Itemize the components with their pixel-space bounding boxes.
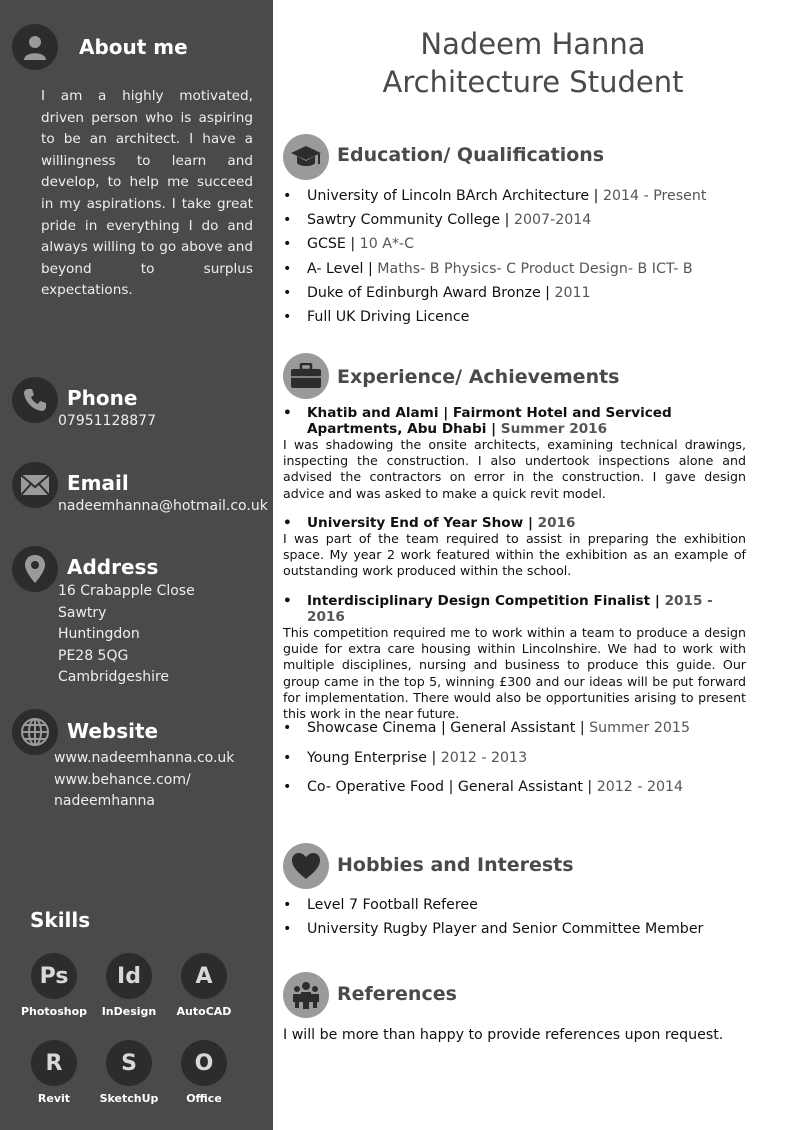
revit-icon: R bbox=[31, 1040, 77, 1086]
skill-autocad bbox=[169, 953, 239, 1018]
list-item bbox=[283, 283, 753, 307]
item-sub: 2007-2014 bbox=[509, 212, 592, 229]
skill-label: AutoCAD bbox=[176, 1005, 232, 1018]
globe-icon bbox=[12, 709, 58, 755]
list-item bbox=[283, 210, 753, 234]
item-main: Full UK Driving Licence bbox=[307, 308, 470, 325]
item-sub: 2012 - 2013 bbox=[436, 749, 528, 766]
entry-description: I was shadowing the onsite architects, examining technical drawings, inspecting the construction. I also undertook inspections alone and advised the contractors on error in the construction. I gave design advice and was asked to make a quick revit model. bbox=[283, 437, 746, 501]
skill-label: Photoshop bbox=[20, 1005, 88, 1018]
phone-number[interactable]: 07951128877 bbox=[58, 413, 156, 429]
list-item bbox=[283, 186, 753, 210]
skill-label: InDesign bbox=[101, 1005, 157, 1018]
email-address[interactable]: nadeemhanna@hotmail.co.uk bbox=[58, 498, 268, 514]
website-heading: Website bbox=[67, 719, 159, 743]
website-link[interactable]: nadeemhanna bbox=[54, 793, 155, 809]
skill-label: SketchUp bbox=[99, 1092, 159, 1105]
list-item bbox=[283, 234, 753, 258]
item-main: Duke of Edinburgh Award Bronze | bbox=[307, 284, 550, 301]
list-item: • Level 7 Football Referee bbox=[283, 895, 753, 919]
hobbies-heading: Hobbies and Interests bbox=[337, 854, 574, 876]
photoshop-icon: Ps bbox=[31, 953, 77, 999]
skills-heading: Skills bbox=[30, 908, 91, 932]
skill-office bbox=[169, 1040, 239, 1105]
people-group-icon bbox=[283, 972, 329, 1018]
skill-photoshop bbox=[19, 953, 89, 1018]
experience-heading: Experience/ Achievements bbox=[337, 366, 620, 388]
entry-date: 2015 - 2016 bbox=[307, 593, 713, 625]
sketchup-icon: S bbox=[106, 1040, 152, 1086]
heart-icon bbox=[283, 843, 329, 889]
item-sub: 2014 - Present bbox=[598, 188, 707, 204]
entry-description: This competition required me to work within a team to produce a design guide for extra care housing within Lincolnshire. We had to work with multiple disciplines, nursing and business to produce this guide. Our group came in the top 5, winning £300 and our ideas will be put forward for implementation. There would also be opportunities arising to present this work in the near future. bbox=[283, 625, 746, 722]
graduation-cap-icon bbox=[283, 134, 329, 180]
list-item bbox=[283, 259, 753, 283]
skill-indesign bbox=[94, 953, 164, 1018]
location-pin-icon bbox=[12, 546, 58, 592]
office-icon: O bbox=[181, 1040, 227, 1086]
envelope-icon bbox=[12, 462, 58, 508]
address-line: Sawtry bbox=[58, 604, 107, 621]
item-sub: Maths- B Physics- C Product Design- B ICT- B bbox=[372, 260, 693, 277]
address-line: PE28 5QG bbox=[58, 647, 129, 664]
item-sub: 2012 - 2014 bbox=[592, 779, 684, 795]
item-sub: 10 A*-C bbox=[355, 236, 415, 253]
autocad-icon: A bbox=[181, 953, 227, 999]
experience-entry bbox=[283, 515, 746, 580]
list-item: • University Rugby Player and Senior Committee Member bbox=[283, 919, 753, 943]
entry-date: Summer 2016 bbox=[496, 421, 608, 437]
skill-label: Office bbox=[186, 1092, 222, 1105]
entry-title: Interdisciplinary Design Competition Finalist | bbox=[307, 593, 660, 609]
website-link[interactable]: www.nadeemhanna.co.uk bbox=[54, 750, 235, 766]
phone-icon bbox=[12, 377, 58, 423]
item-main: GCSE | bbox=[307, 236, 356, 253]
address-line: Cambridgeshire bbox=[58, 669, 170, 685]
address-line: 16 Crabapple Close bbox=[58, 583, 195, 599]
skill-label: Revit bbox=[37, 1092, 71, 1105]
person-icon bbox=[12, 24, 58, 70]
briefcase-icon bbox=[283, 353, 329, 399]
entry-description: I was part of the team required to assist in preparing the exhibition space. My year 2 work featured within the exhibition as an example of outstanding work produced within the school. bbox=[283, 531, 746, 579]
entry-heading bbox=[283, 593, 746, 625]
candidate-title: Architecture Student bbox=[382, 65, 684, 99]
experience-entry bbox=[283, 405, 746, 502]
item-main: Showcase Cinema | General Assistant | bbox=[307, 720, 585, 736]
list-item bbox=[283, 307, 753, 331]
experience-entry bbox=[283, 593, 746, 722]
references-text: I will be more than happy to provide references upon request. bbox=[283, 1027, 724, 1043]
about-text: I am a highly motivated, driven person who is aspiring to be an architect. I have a willingness to learn and develop, to help me succeed in my aspirations. I take great pride in everything I do and always willing to go above and beyond to surplus expectations. bbox=[41, 88, 253, 299]
website-link[interactable]: www.behance.com/ bbox=[54, 771, 191, 788]
entry-heading bbox=[283, 405, 746, 437]
item-sub: Summer 2015 bbox=[584, 720, 690, 736]
item-main: University of Lincoln BArch Architecture | bbox=[307, 188, 599, 204]
sidebar bbox=[0, 0, 273, 1130]
item-main: Young Enterprise | bbox=[307, 749, 437, 766]
hobbies-list bbox=[283, 895, 753, 943]
references-heading: References bbox=[337, 983, 457, 1005]
candidate-name: Nadeem Hanna bbox=[420, 27, 646, 61]
item-main: A- Level | bbox=[307, 260, 373, 277]
entry-heading bbox=[283, 515, 746, 531]
skill-revit bbox=[19, 1040, 89, 1105]
entry-title: University End of Year Show | bbox=[307, 515, 533, 531]
address-line: Huntingdon bbox=[58, 626, 140, 642]
entry-title: Khatib and Alami | Fairmont Hotel and Serviced Apartments, Abu Dhabi | bbox=[307, 405, 672, 437]
list-item bbox=[283, 777, 753, 807]
address-lines bbox=[58, 581, 195, 689]
phone-heading: Phone bbox=[67, 386, 138, 410]
email-heading: Email bbox=[67, 471, 129, 495]
about-heading: About me bbox=[79, 35, 188, 59]
experience-short-list bbox=[283, 718, 753, 807]
entry-date: 2016 bbox=[532, 515, 576, 531]
education-heading: Education/ Qualifications bbox=[337, 144, 605, 166]
item-sub: 2011 bbox=[549, 284, 591, 301]
list-item bbox=[283, 748, 753, 778]
item-main: Sawtry Community College | bbox=[307, 212, 510, 229]
skill-sketchup bbox=[94, 1040, 164, 1105]
list-item bbox=[283, 718, 753, 748]
education-list bbox=[283, 186, 753, 331]
address-heading: Address bbox=[67, 555, 159, 579]
item-main: Co- Operative Food | General Assistant | bbox=[307, 779, 593, 795]
indesign-icon: Id bbox=[106, 953, 152, 999]
website-lines bbox=[54, 748, 234, 813]
